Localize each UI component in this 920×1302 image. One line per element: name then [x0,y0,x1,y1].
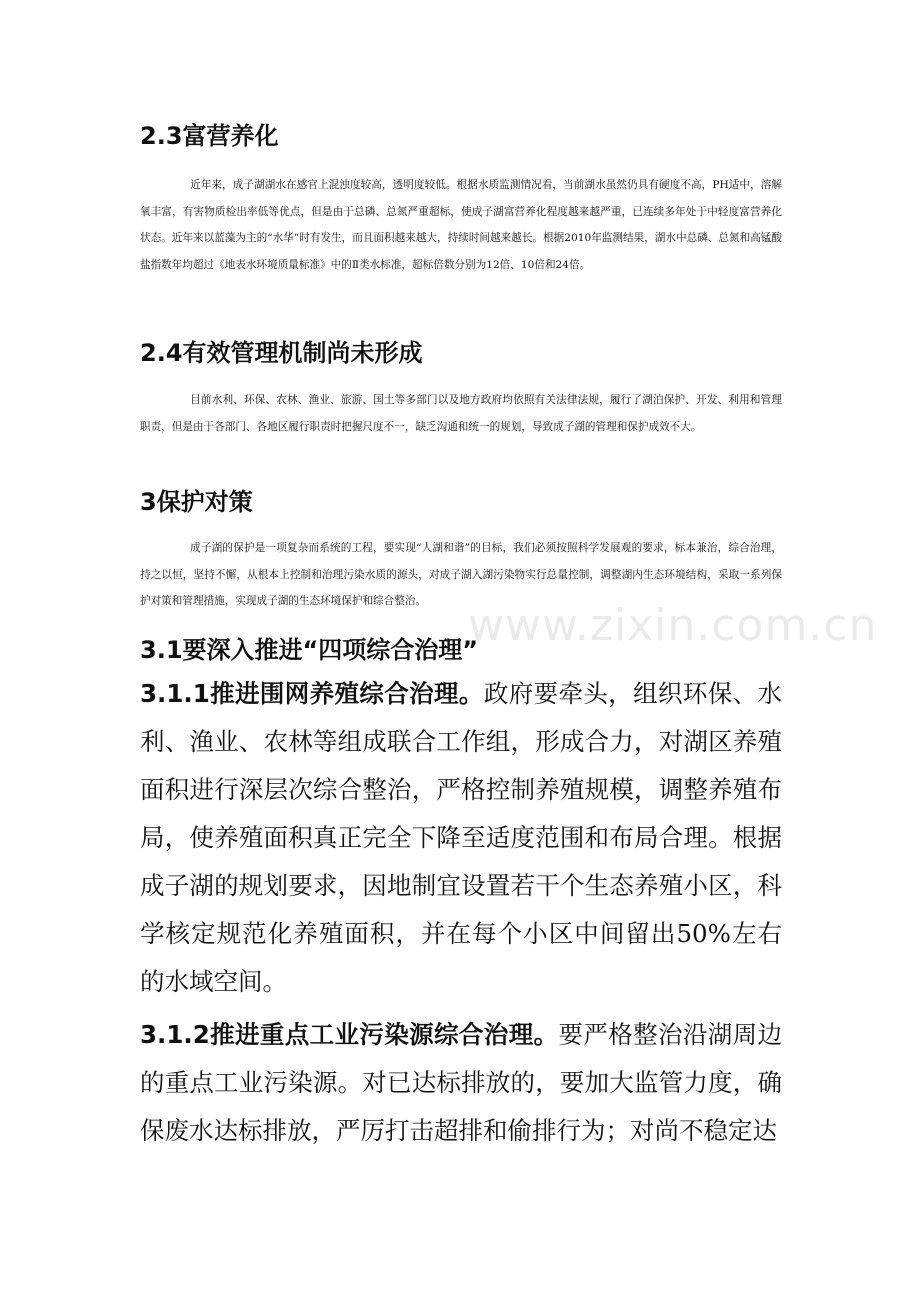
paragraph-3-1-2-text: 要严格整治沿湖周边的重点工业污染源。对已达标排放的，要加大监管力度，确保废水达标排放，严厉打击超排和偷排行为；对尚不稳定达 [140,1020,782,1145]
heading-2-4: 2.4有效管理机制尚未形成 [140,339,423,367]
heading-3: 3保护对策 [140,488,253,516]
paragraph-3-1-1-lead: 3.1.1推进围网养殖综合治理。 [140,679,484,708]
paragraph-2-4 [140,387,782,440]
paragraph-3-1-1-text: 政府要牵头，组织环保、水利、渔业、农林等组成联合工作组，形成合力，对湖区养殖面积进行深层次综合整治，严格控制养殖规模，调整养殖布局，使养殖面积真正完全下降至适度范围和布局合理。根据成子湖的规划要求，因地制宜设置若干个生态养殖小区，科学核定规范化养殖面积，并在每个小区中间留出50%左右的水域空间。 [140,679,782,996]
paragraph-3-1-2-lead: 3.1.2推进重点工业污染源综合治理。 [140,1020,559,1049]
paragraph-3-1-1 [140,670,782,1006]
paragraph-2-3 [140,172,782,278]
paragraph-3-text: 成子湖的保护是一项复杂而系统的工程，要实现“人湖和谐”的目标，我们必须按照科学发展观的要求，标本兼治，综合治理，持之以恒，坚持不懈，从根本上控制和治理污染水质的源头，对成子湖入湖污染物实行总量控制，调整湖内生态环境结构，采取一系列保护对策和管理措施，实现成子湖的生态环境保护和综合整治。 [140,542,782,607]
heading-2-3: 2.3富营养化 [140,122,279,150]
paragraph-3-1-2 [140,1011,782,1155]
heading-3-1: 3.1要深入推进“四项综合治理” [140,636,479,664]
paragraph-2-4-text: 目前水利、环保、农林、渔业、旅游、国土等多部门以及地方政府均依照有关法律法规，履行了湖泊保护、开发、利用和管理职责，但是由于各部门、各地区履行职责时把握尺度不一，缺乏沟通和统一的规划，导致成子湖的管理和保护成效不大。 [140,394,782,433]
paragraph-3 [140,535,782,615]
watermark: www.zixin.com.cn [468,600,878,651]
paragraph-2-3-text: 近年来，成子湖湖水在感官上混浊度较高，透明度较低。根据水质监测情况看，当前湖水虽然仍具有硬度不高，PH适中，溶解氧丰富，有害物质检出率低等优点，但是由于总磷、总氮严重超标，使成子湖富营养化程度越来越严重，已连续多年处于中轻度富营养化状态。近年来以蓝藻为主的“水华”时有发生，而且面积越来越大，持续时间越来越长。根据2010年监测结果，湖水中总磷、总氮和高锰酸盐指数年均超过《地表水环境质量标准》中的Ⅱ类水标准，超标倍数分别为12倍、10倍和24倍。 [140,179,782,271]
